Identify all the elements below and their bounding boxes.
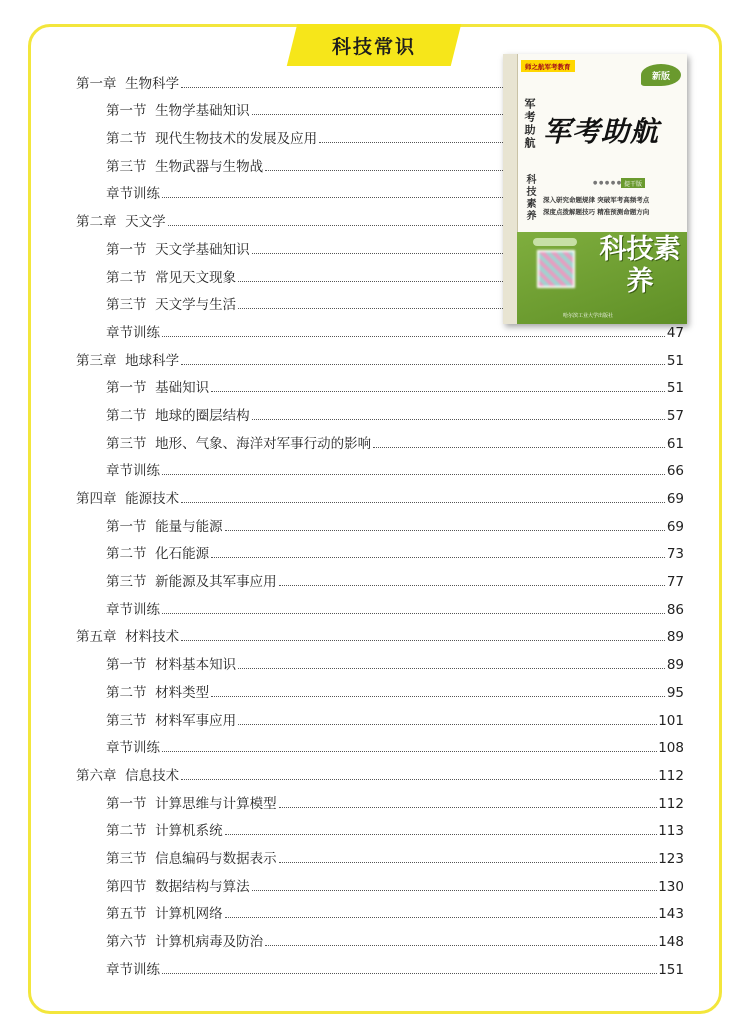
toc-page-number: 51 — [666, 380, 684, 397]
dot-leader — [211, 390, 665, 392]
toc-section-row[interactable] — [76, 369, 684, 397]
dot-leader — [225, 916, 658, 918]
slogan-line-2: 深度点拨解题技巧 精准预测命题方向 — [543, 208, 650, 216]
dot-leader — [238, 723, 657, 725]
toc-section-row[interactable] — [76, 701, 684, 729]
toc-entry-label: 第三节 信息编码与数据表示 — [106, 850, 277, 867]
toc-page-number: 123 — [658, 850, 684, 867]
toc-page-number: 113 — [658, 823, 684, 840]
toc-entry-label: 第二节 计算机系统 — [106, 823, 223, 840]
toc-entry-label: 第一节 生物学基础知识 — [106, 103, 250, 120]
dot-leader — [279, 861, 658, 863]
toc-entry-label: 第一节 材料基本知识 — [106, 657, 237, 674]
dot-leader — [225, 529, 665, 531]
dot-leader — [162, 972, 657, 974]
toc-section-row[interactable] — [76, 562, 684, 590]
dot-leader — [211, 556, 665, 558]
toc-section-row[interactable] — [76, 839, 684, 867]
dot-leader — [252, 418, 665, 420]
toc-page-number: 69 — [666, 518, 684, 535]
toc-entry-label: 章节训练 — [106, 186, 160, 203]
toc-entry-label: 第三节 天文学与生活 — [106, 297, 237, 314]
toc-entry-label: 第三章 地球科学 — [76, 352, 180, 369]
dot-leader — [181, 363, 665, 365]
book-spine — [503, 54, 518, 324]
toc-entry-label: 章节训练 — [106, 961, 160, 978]
dot-leader — [162, 612, 665, 614]
toc-page-number: 143 — [658, 906, 684, 923]
toc-page-number: 151 — [658, 961, 684, 978]
toc-entry-label: 第五节 计算机网络 — [106, 906, 223, 923]
toc-page-number: 47 — [666, 324, 684, 341]
toc-section-row[interactable] — [76, 922, 684, 950]
toc-page-number: 148 — [658, 934, 684, 950]
edition-badge: 新版 — [641, 64, 681, 86]
cover-publisher: 哈尔滨工业大学出版社 — [563, 313, 614, 319]
toc-page-number: 108 — [658, 740, 684, 757]
dot-leader — [181, 778, 657, 780]
toc-entry-label: 第一节 计算思维与计算模型 — [106, 795, 277, 812]
toc-page-number: 112 — [658, 795, 684, 812]
cover-series-title: 军考助航 — [543, 115, 660, 148]
cover-slogan — [543, 194, 685, 218]
toc-entry-label: 第二章 天文学 — [76, 214, 166, 231]
toc-page-number: 130 — [658, 878, 684, 895]
dot-leader — [181, 501, 665, 503]
toc-entry-label: 第六章 信息技术 — [76, 767, 180, 784]
toc-entry-label: 第一节 基础知识 — [106, 380, 210, 397]
toc-entry-label: 第二节 常见天文现象 — [106, 269, 237, 286]
toc-section-row[interactable] — [76, 673, 684, 701]
toc-entry-label: 第一节 能量与能源 — [106, 518, 223, 535]
toc-section-row[interactable] — [76, 784, 684, 812]
toc-section-row[interactable] — [76, 867, 684, 895]
dot-leader — [265, 944, 657, 946]
toc-section-row[interactable] — [76, 729, 684, 757]
toc-entry-label: 第二节 现代生物技术的发展及应用 — [106, 131, 318, 148]
toc-page-number: 73 — [666, 546, 684, 563]
spine-title: 军考助航 — [523, 98, 536, 150]
toc-section-row[interactable] — [76, 590, 684, 618]
dot-leader — [252, 889, 658, 891]
toc-page-number: 95 — [666, 684, 684, 701]
toc-page-number: 66 — [666, 463, 684, 480]
toc-page-number: 77 — [666, 574, 684, 591]
toc-entry-label: 第三节 地形、气象、海洋对军事行动的影响 — [106, 435, 372, 452]
dot-leader — [211, 695, 665, 697]
toc-entry-label: 第一章 生物科学 — [76, 75, 180, 92]
toc-entry-label: 第四章 能源技术 — [76, 491, 180, 507]
toc-page-number: 89 — [666, 629, 684, 646]
toc-page-number: 112 — [658, 767, 684, 784]
toc-page-number: 57 — [666, 407, 684, 424]
toc-entry-label: 第五章 材料技术 — [76, 629, 180, 646]
toc-entry-label: 第三节 材料军事应用 — [106, 712, 237, 729]
dot-leader — [162, 335, 665, 337]
cover-subject-title: 科技素养 — [599, 234, 681, 297]
toc-chapter-row[interactable] — [76, 756, 684, 784]
book-cover-image — [503, 54, 687, 324]
toc-page-number: 69 — [666, 491, 684, 507]
toc-entry-label: 第四节 数据结构与算法 — [106, 878, 250, 895]
dot-leader — [373, 446, 665, 448]
toc-entry-label: 第六节 计算机病毒及防治 — [106, 934, 264, 950]
toc-entry-label: 第三节 新能源及其军事应用 — [106, 574, 277, 591]
dot-leader — [162, 750, 657, 752]
toc-entry-label: 第二节 材料类型 — [106, 684, 210, 701]
toc-section-row[interactable] — [76, 645, 684, 673]
toc-entry-label: 第二节 化石能源 — [106, 546, 210, 563]
dot-leader — [279, 584, 665, 586]
toc-page-number: 61 — [666, 435, 684, 452]
dot-leader — [181, 639, 665, 641]
slogan-line-1: 深入研究命题规律 突破军考高频考点 — [543, 196, 650, 204]
toc-section-row[interactable] — [76, 950, 684, 978]
toc-section-row[interactable] — [76, 424, 684, 452]
toc-chapter-row[interactable] — [76, 341, 684, 369]
toc-section-row[interactable] — [76, 895, 684, 923]
toc-chapter-row[interactable] — [76, 618, 684, 646]
page-title: 科技常识 — [331, 35, 416, 58]
toc-page-number: 86 — [666, 601, 684, 618]
toc-section-row[interactable] — [76, 812, 684, 840]
toc-page-number: 51 — [666, 352, 684, 369]
toc-entry-label: 章节训练 — [106, 740, 160, 757]
toc-entry-label: 章节训练 — [106, 324, 160, 341]
toc-entry-label: 第三节 生物武器与生物战 — [106, 158, 264, 175]
spine-subject: 科技素养 — [524, 174, 535, 222]
dot-leader — [279, 806, 658, 808]
toc-entry-label: 章节训练 — [106, 463, 160, 480]
dot-leader — [225, 833, 658, 835]
toc-entry-label: 章节训练 — [106, 601, 160, 618]
toc-section-row[interactable] — [76, 396, 684, 424]
rating-dots: ● ● ● ● ● — [593, 180, 622, 186]
toc-entry-label: 第二节 地球的圈层结构 — [106, 407, 250, 424]
publisher-brand: 师之航军考教育 — [521, 60, 575, 72]
toc-chapter-row[interactable] — [76, 479, 684, 507]
qr-code-blurred — [537, 250, 575, 288]
edition-tag: 提干版 — [621, 178, 645, 188]
qr-label — [533, 238, 577, 246]
dot-leader — [238, 667, 665, 669]
toc-section-row[interactable] — [76, 452, 684, 480]
toc-page-number: 89 — [666, 657, 684, 674]
dot-leader — [162, 473, 665, 475]
toc-page-number: 101 — [658, 712, 684, 729]
toc-entry-label: 第一节 天文学基础知识 — [106, 241, 250, 258]
toc-section-row[interactable] — [76, 507, 684, 535]
toc-section-row[interactable] — [76, 535, 684, 563]
